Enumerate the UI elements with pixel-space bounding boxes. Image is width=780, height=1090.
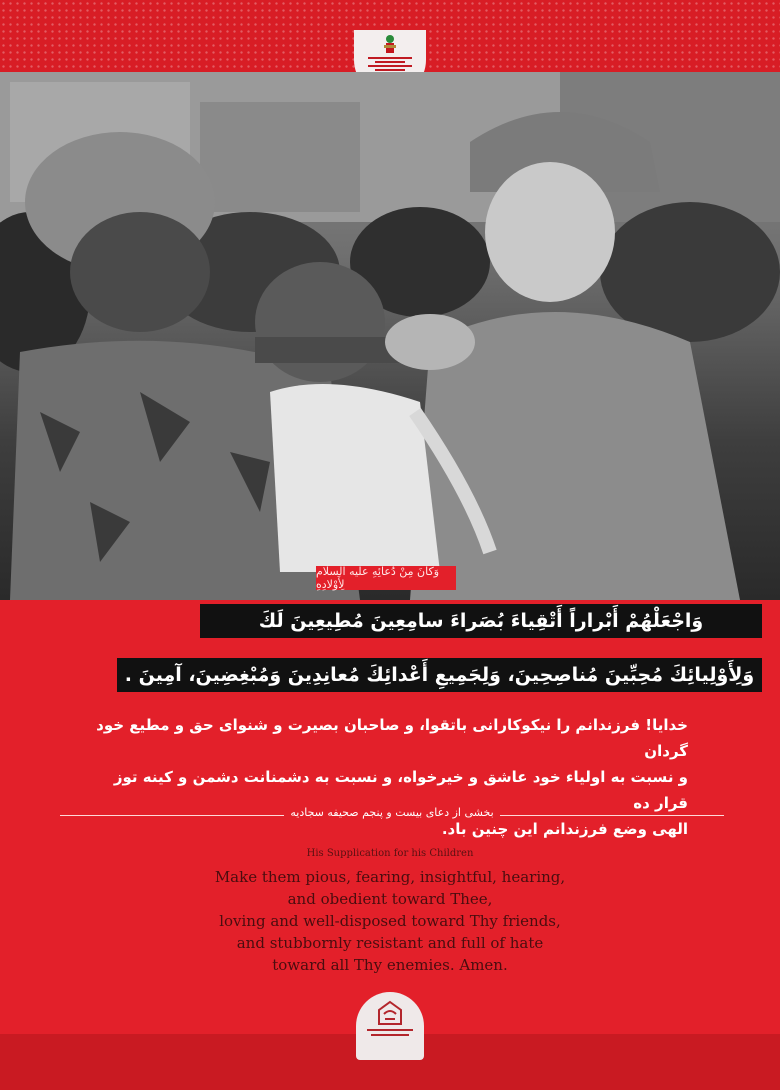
english-translation [0, 866, 780, 976]
arabic-line-1: وَاجْعَلْهُمْ أَبْراراً أَتْقِياءَ بُصَراءَ سامِعِينَ مُطِيعِينَ لَكَ [200, 604, 762, 638]
photograph [0, 72, 780, 600]
source-tag: وَكانَ مِنْ دُعائِهِ عليه السلام لِأَوْلادِهِ [316, 566, 456, 590]
source-caption: بخشی از دعای بیست و پنجم صحیفه سجادیه [284, 806, 499, 819]
english-line: and obedient toward Thee, [287, 890, 493, 908]
english-line: and stubbornly resistant and full of hate [236, 934, 544, 952]
sahifa-logo-icon [356, 992, 424, 1060]
english-line: loving and well-disposed toward Thy friends, [219, 912, 561, 930]
english-line: Make them pious, fearing, insightful, hearing, [214, 868, 566, 886]
english-subtitle: His Supplication for his Children [306, 848, 474, 859]
persian-line-3: الهی وضع فرزندانم این چنین باد. [441, 820, 688, 838]
persian-line-1: خدایا! فرزندانم را نیکوکارانی باتقوا، و صاحبان بصیرت و شنوای حق و مطیع خود گردان [96, 716, 688, 760]
arabic-line-2: وَلِأَوْلِيائِكَ مُحِبِّينَ مُناصِحِينَ، وَلِجَمِيعِ أَعْدائِكَ مُعانِدِينَ وَمُبْغِضِينَ، آمِينَ . [117, 658, 762, 692]
source-divider [60, 806, 724, 826]
english-line: toward all Thy enemies. Amen. [272, 956, 508, 974]
persian-line-2: و نسبت به اولیاء خود عاشق و خیرخواه، و نسبت به دشمنانت دشمن و کینه توز قرار ده [113, 768, 688, 812]
